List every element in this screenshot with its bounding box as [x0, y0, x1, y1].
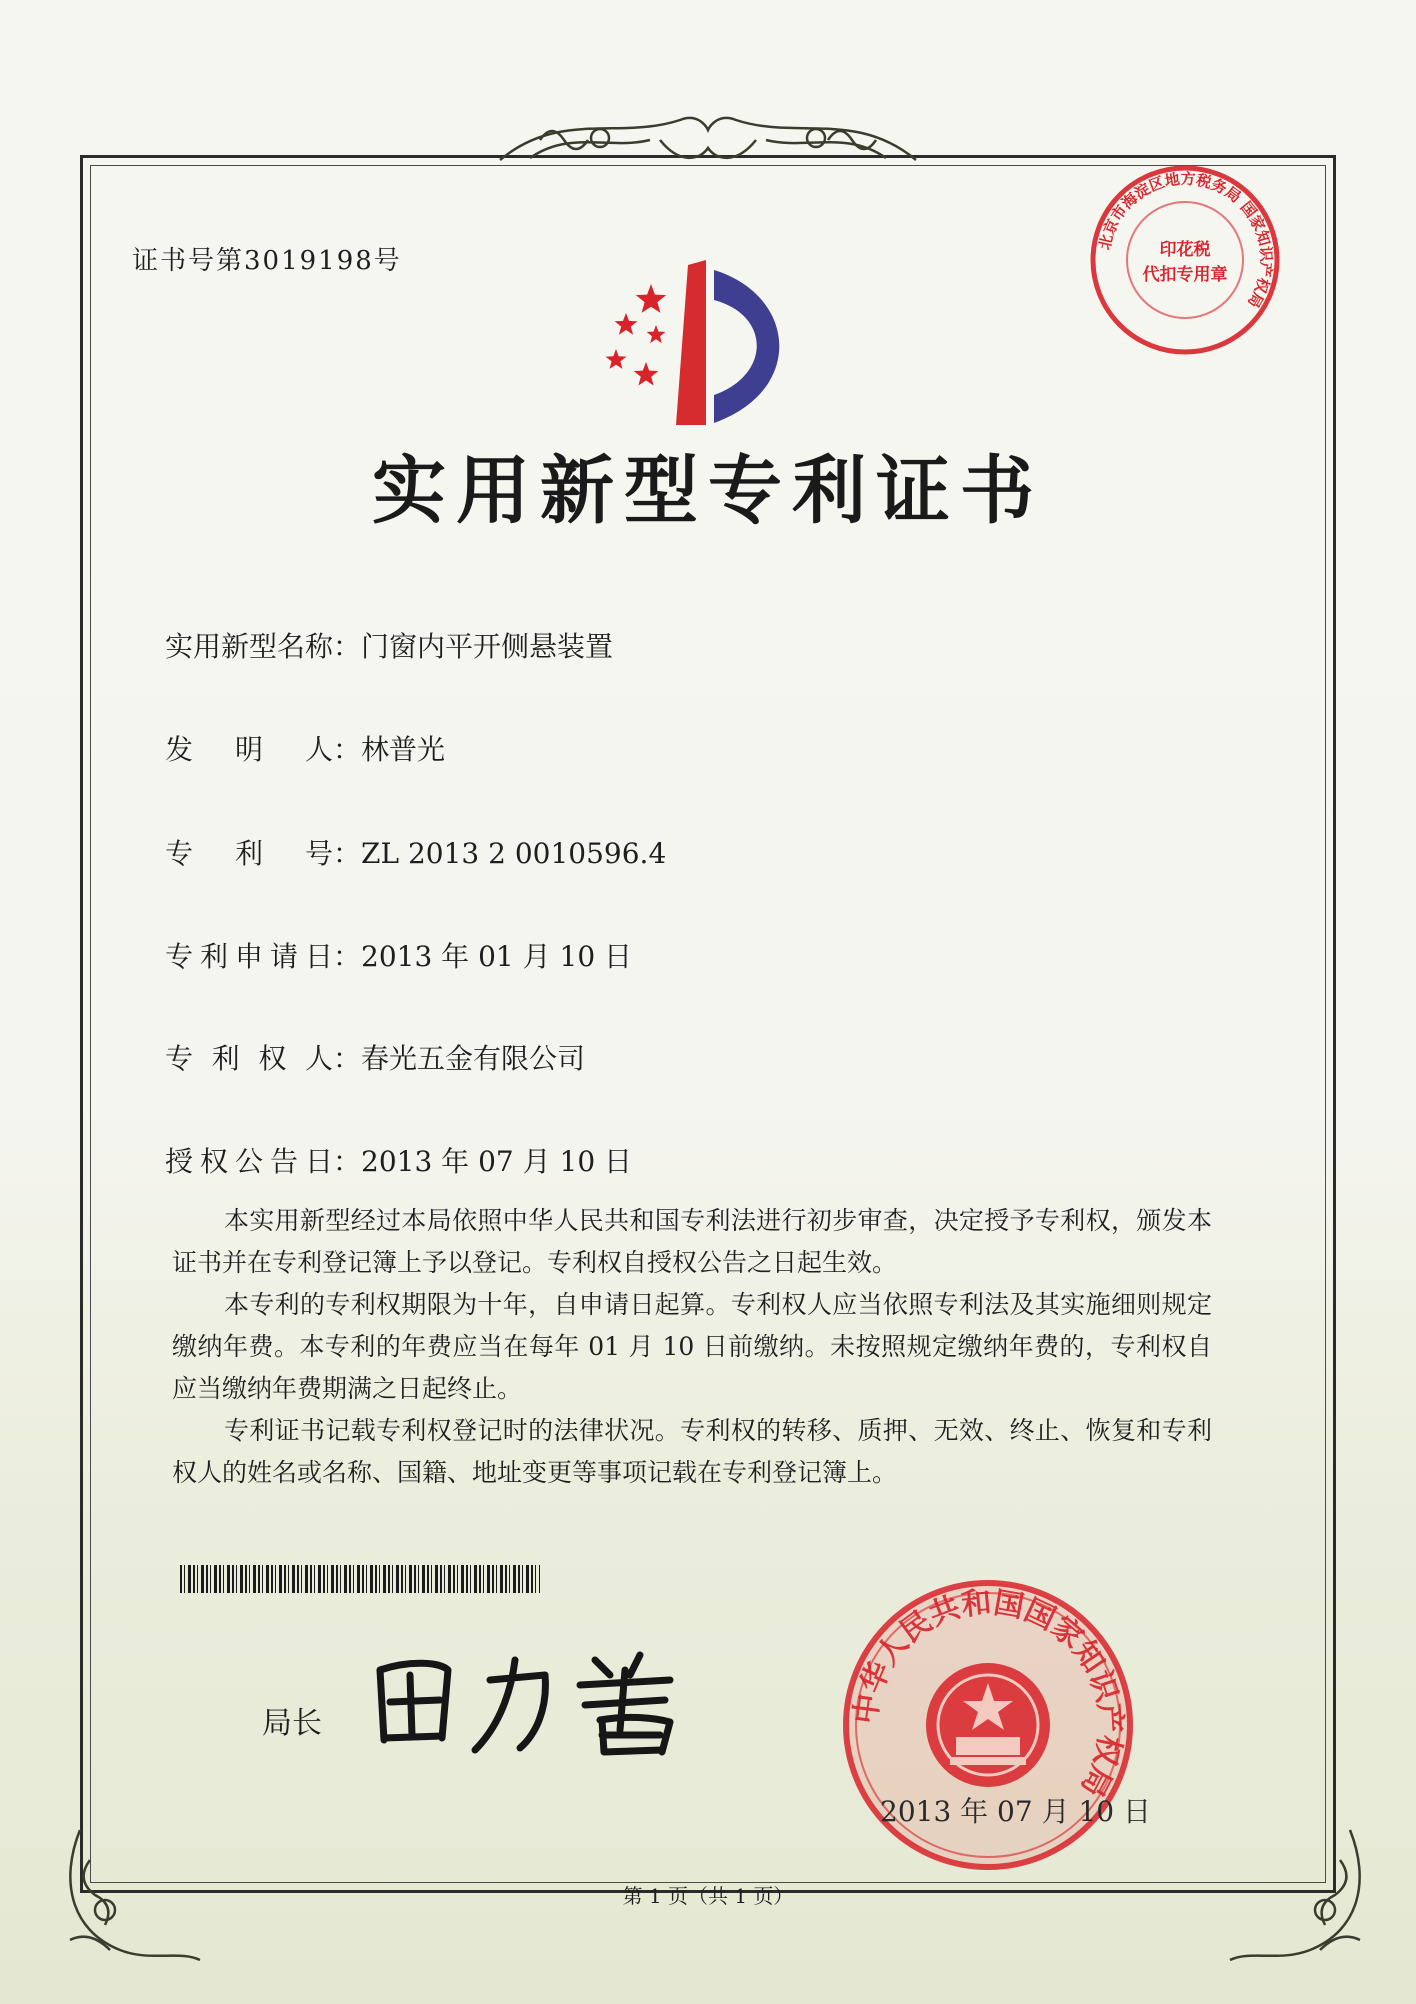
field-label: 发明人 — [165, 733, 333, 766]
field-label: 专利权人 — [165, 1042, 333, 1075]
field-application-date: 专利申请日：2013 年 01 月 10 日 — [165, 935, 632, 975]
logo-star-icon — [647, 325, 666, 343]
field-value: ZL 2013 2 0010596.4 — [361, 837, 667, 870]
field-value: 2013 年 07 月 10 日 — [361, 1145, 633, 1178]
logo-star-icon — [606, 349, 627, 369]
field-patent-number: 专利号：ZL 2013 2 0010596.4 — [165, 832, 666, 872]
logo-star-icon — [634, 362, 659, 386]
national-emblem-icon — [926, 1663, 1050, 1787]
seal-date: 2013 年 07 月 10 日 — [880, 1795, 1152, 1828]
body-paragraph: 专利证书记载专利权登记时的法律状况。专利权的转移、质押、无效、终止、恢复和专利权人的姓名或名称、国籍、地址变更等事项记载在专利登记簿上。 — [172, 1416, 1212, 1487]
office-seal-ring-text: 中华人民共和国国家知识产权局 — [848, 1585, 1128, 1803]
logo-star-icon — [636, 284, 666, 313]
field-value: 春光五金有限公司 — [361, 1042, 586, 1075]
body-paragraph: 本专利的专利权期限为十年，自申请日起算。专利权人应当依照专利法及其实施细则规定缴纳年费。本专利的年费应当在每年 01 月 10 日前缴纳。未按照规定缴纳年费的，专利权自应当缴纳年费期满之日起终止。 — [172, 1290, 1212, 1403]
patent-office-logo-icon — [596, 255, 836, 435]
field-label: 专利申请日 — [165, 940, 333, 973]
certificate-number: 证书号第3019198号 — [132, 246, 402, 276]
office-seal — [838, 1575, 1138, 1875]
certificate-title: 实用新型专利证书 — [372, 448, 1044, 534]
field-grant-date: 授权公告日：2013 年 07 月 10 日 — [165, 1140, 632, 1180]
field-inventor: 发明人：林普光 — [165, 728, 445, 768]
field-utility-model-name: 实用新型名称：门窗内平开侧悬装置 — [165, 625, 613, 665]
field-label: 实用新型名称 — [165, 630, 334, 663]
tax-stamp — [1085, 160, 1285, 360]
logo-star-icon — [615, 313, 638, 335]
tax-stamp-ring-text: 北京市海淀区地方税务局 国家知识产权局 — [1095, 169, 1276, 311]
field-patentee: 专利权人：春光五金有限公司 — [165, 1037, 585, 1077]
certificate-body — [172, 1200, 1212, 1494]
field-value: 林普光 — [361, 733, 446, 766]
tax-stamp-line-2: 代扣专用章 — [1142, 265, 1228, 285]
field-value: 2013 年 01 月 10 日 — [361, 940, 633, 973]
barcode — [180, 1565, 540, 1593]
director-title: 局长 — [262, 1706, 322, 1741]
field-value: 门窗内平开侧悬装置 — [361, 630, 614, 663]
field-label: 专利号 — [165, 837, 333, 870]
tax-stamp-line-1: 印花税 — [1159, 240, 1211, 260]
director-signature — [370, 1640, 710, 1760]
body-paragraph: 本实用新型经过本局依照中华人民共和国专利法进行初步审查，决定授予专利权，颁发本证书并在专利登记簿上予以登记。专利权自授权公告之日起生效。 — [172, 1206, 1212, 1277]
field-label: 授权公告日 — [165, 1145, 333, 1178]
page-number: 第 1 页（共 1 页） — [622, 1884, 794, 1908]
